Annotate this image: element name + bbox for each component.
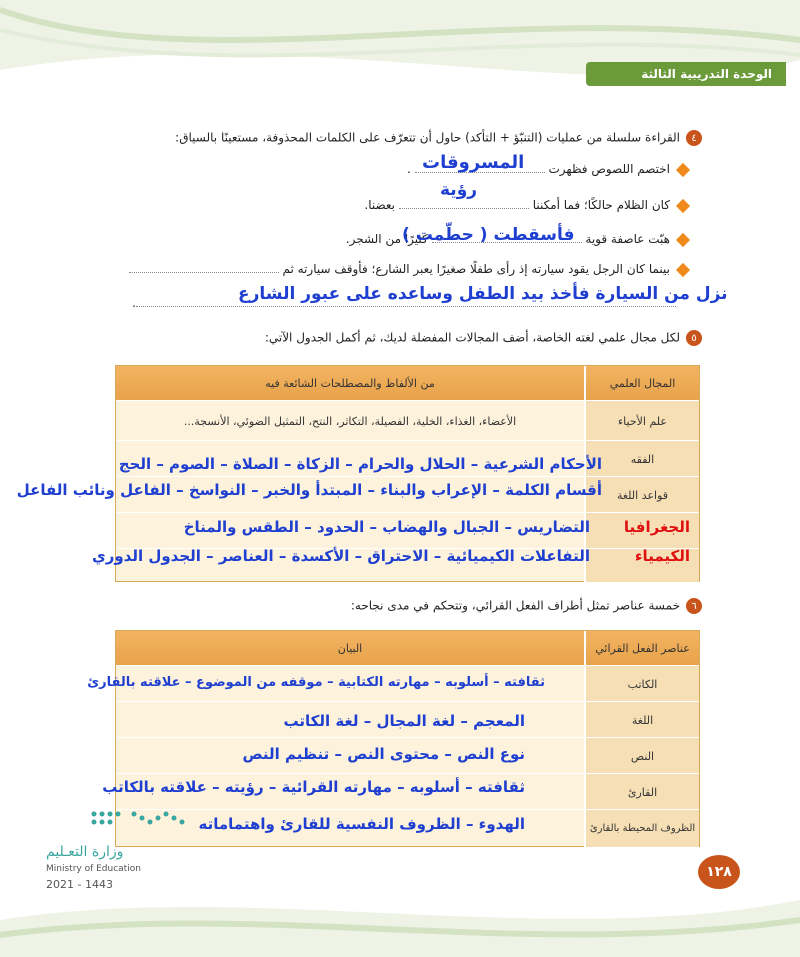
header-element: عناصر الفعل القرائي xyxy=(584,631,699,665)
blank-line xyxy=(129,272,279,273)
header-desc: البيان xyxy=(337,641,363,655)
q4-item-4-line2: . xyxy=(116,296,676,310)
table-header-row xyxy=(116,631,699,665)
q4-item-1: اختصم اللصوص فظهرت . xyxy=(407,162,688,176)
blank-line xyxy=(399,208,529,209)
answer-q6-language: المعجم – لغة المجال – لغة الكاتب xyxy=(283,712,525,730)
table-row: الظروف المحيطة بالقارئ xyxy=(116,809,699,847)
top-wave-decoration xyxy=(0,0,800,110)
ministry-name-ar: وزارة التعـليم xyxy=(46,844,124,860)
q4-number: ٤ xyxy=(686,130,702,146)
page-number: ١٢٨ xyxy=(706,864,732,880)
answer-q4-3: فأسقطت ( حطّمت ) xyxy=(402,225,575,245)
table-row: اللغة xyxy=(116,701,699,738)
unit-title: الوحدة التدريبية الثالثة xyxy=(641,67,772,81)
diamond-bullet-icon xyxy=(676,232,690,246)
answer-q5-geo-field: الجغرافيا xyxy=(623,518,690,536)
q4-item-3: هبّت عاصفة قوية كثيرًا من الشجر. xyxy=(346,232,688,246)
q4-item-2: كان الظلام حالكًا؛ فما أمكننا بعضنا. xyxy=(364,198,688,212)
answer-q4-2: رؤية xyxy=(440,180,478,200)
answer-q5-fiqh: الأحكام الشرعية – الحلال والحرام – الزكاة – الصلاة – الصوم – الحج xyxy=(118,455,602,473)
answer-q6-text: نوع النص – محتوى النص – تنظيم النص xyxy=(242,745,525,763)
table-row: القارئ xyxy=(116,773,699,810)
answer-q5-geo-terms: التضاريس – الجبال والهضاب – الحدود – الطقس والمناخ xyxy=(183,518,590,536)
header-terms: من الألفاظ والمصطلحات الشائعة فيه xyxy=(265,376,435,390)
q6-instruction: ٦خمسة عناصر تمثل أطراف الفعل القرائي، وتتحكم في مدى نجاحه: xyxy=(351,598,702,614)
answer-q6-context: الهدوء – الظروف النفسية للقارئ واهتماماته xyxy=(198,815,525,833)
diamond-bullet-icon xyxy=(676,262,690,276)
header-field: المجال العلمي xyxy=(584,366,699,400)
table-row: الفقه xyxy=(116,440,699,477)
answer-q5-chem-terms: التفاعلات الكيميائية – الاحتراق – الأكسدة – العناصر – الجدول الدوري xyxy=(91,547,590,565)
answer-q5-chem-field: الكيمياء xyxy=(634,547,690,565)
answer-q4-1: المسروقات xyxy=(422,152,525,173)
blank-line xyxy=(136,306,676,307)
diamond-bullet-icon xyxy=(676,162,690,176)
table-row: النص xyxy=(116,737,699,774)
dots-logo-icon xyxy=(88,808,188,834)
q5-instruction: ٥لكل مجال علمي لغته الخاصة، أضف المجالات المفضلة لديك، ثم أكمل الجدول الآتي: xyxy=(265,330,702,346)
q5-number: ٥ xyxy=(686,330,702,346)
table-header-row xyxy=(116,366,699,400)
table-row: علم الأحياء الأعضاء، الغذاء، الخلية، الفصيلة، التكاثر، النتح، التمثيل الضوئي، الأنسجة... xyxy=(116,400,699,441)
answer-q4-4: نزل من السيارة فأخذ بيد الطفل وساعده على عبور الشارع xyxy=(238,284,728,304)
answer-q6-reader: ثقافته – أسلوبه – مهارته القرائية – رؤيته – علاقته بالكاتب xyxy=(102,778,525,796)
table-row: الكاتب xyxy=(116,665,699,702)
diamond-bullet-icon xyxy=(676,198,690,212)
unit-title-bar xyxy=(586,62,786,86)
answer-q5-grammar: أقسام الكلمة – الإعراب والبناء – المبتدأ والخبر – النواسخ – الفاعل ونائب الفاعل xyxy=(16,481,602,499)
bottom-wave-decoration xyxy=(0,880,800,957)
answer-q6-writer: ثقافته – أسلوبه – مهارته الكتابية – موقفه من الموضوع – علاقته بالقارئ xyxy=(87,675,545,690)
ministry-name-en: Ministry of Education xyxy=(46,864,141,874)
q4-instruction: ٤القراءة سلسلة من عمليات (التنبّؤ + التأكد) حاول أن تتعرّف على الكلمات المحذوفة، مستعينًا بالسياق: xyxy=(175,130,702,146)
q6-number: ٦ xyxy=(686,598,702,614)
year: 2021 - 1443 xyxy=(46,878,113,891)
table-row: قواعد اللغة xyxy=(116,476,699,513)
q4-item-4: بينما كان الرجل يقود سيارته إذ رأى طفلًا صغيرًا يعبر الشارع؛ فأوقف سيارته ثم xyxy=(129,262,688,276)
